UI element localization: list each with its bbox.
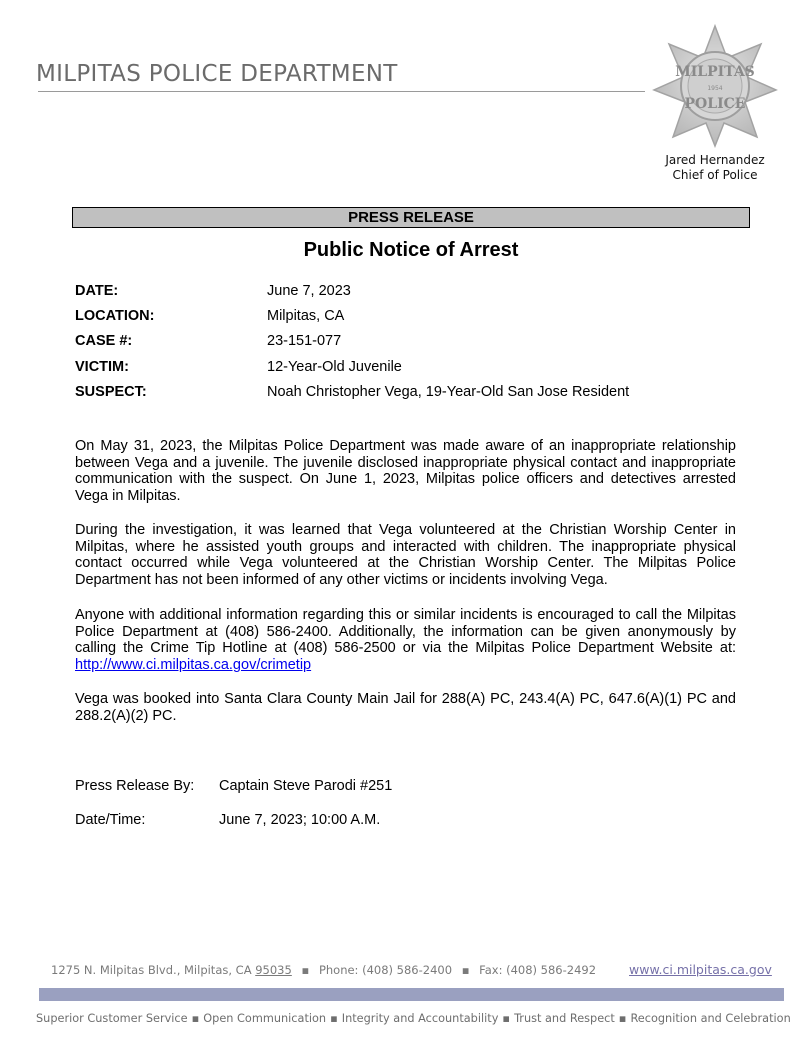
- police-badge-star-icon: [652, 24, 778, 148]
- info-value: 23-151-077: [267, 333, 342, 349]
- paragraph-booking: Vega was booked into Santa Clara County Main Jail for 288(A) PC, 243.4(A) PC, 647.6(A)(1) PC and 288.2(A)(2) PC.: [75, 691, 736, 724]
- press-release-banner: PRESS RELEASE: [72, 207, 750, 228]
- footer-separator: ▪: [301, 963, 310, 977]
- info-row-victim: [75, 359, 402, 375]
- value-item: Superior Customer Service: [36, 1012, 188, 1025]
- notice-title: Public Notice of Arrest: [303, 239, 519, 261]
- info-label: CASE #:: [75, 333, 133, 349]
- chief-name: Jared Hernandez: [665, 153, 765, 167]
- footer-separator: ▪: [191, 1012, 200, 1025]
- sig-value: Captain Steve Parodi #251: [219, 778, 393, 794]
- press-release-by: [75, 778, 392, 794]
- chief-title: Chief of Police: [672, 168, 758, 182]
- info-row-case: [75, 333, 341, 349]
- paragraph-contact: [75, 607, 736, 674]
- footer-separator: ▪: [618, 1012, 627, 1025]
- sig-label: Date/Time:: [75, 812, 146, 828]
- contact-text: Anyone with additional information regarding this or similar incidents is encouraged to call the Milpitas Police Department at (408) 586-2400. Additionally, the information can be given anonymously by calling the Crime Tip Hotline at (408) 586-2500 or via the Milpitas Police Department Website at:: [75, 607, 736, 657]
- badge-bottom-text: POLICE: [684, 96, 746, 112]
- footer-zip: 95035: [255, 963, 292, 977]
- footer-street: 1275 N. Milpitas Blvd., Milpitas, CA: [51, 963, 252, 977]
- footer-fax: Fax: (408) 586-2492: [479, 963, 597, 977]
- info-value: Milpitas, CA: [267, 308, 345, 324]
- footer-bar: [39, 988, 784, 1001]
- footer-values: [36, 1012, 791, 1025]
- crimetip-link[interactable]: http://www.ci.milpitas.ca.gov/crimetip: [75, 657, 312, 674]
- info-label: LOCATION:: [75, 308, 155, 324]
- header-divider: [38, 91, 645, 92]
- paragraph-incident: On May 31, 2023, the Milpitas Police Department was made aware of an inappropriate relationship between Vega and a juvenile. The juvenile disclosed inappropriate physical contact and inappropriate communication with the suspect. On June 1, 2023, Milpitas police officers and detectives arrested Vega in Milpitas.: [75, 438, 736, 505]
- value-item: Open Communication: [203, 1012, 327, 1025]
- badge-year: 1954: [707, 85, 723, 92]
- info-row-location: [75, 308, 344, 324]
- info-value: 12-Year-Old Juvenile: [267, 359, 402, 375]
- date-time: [75, 812, 380, 828]
- sig-value: June 7, 2023; 10:00 A.M.: [219, 812, 381, 828]
- info-label: DATE:: [75, 283, 119, 299]
- footer-separator: ▪: [502, 1012, 511, 1025]
- info-value: June 7, 2023: [267, 283, 351, 299]
- value-item: Recognition and Celebration: [630, 1012, 791, 1025]
- info-value: Noah Christopher Vega, 19-Year-Old San Jose Resident: [267, 384, 630, 400]
- footer-website-link[interactable]: www.ci.milpitas.ca.gov: [629, 962, 772, 977]
- footer-separator: ▪: [330, 1012, 338, 1025]
- info-label: VICTIM:: [75, 359, 129, 375]
- paragraph-investigation: During the investigation, it was learned that Vega volunteered at the Christian Worship Center in Milpitas, where he assisted youth groups and interacted with children. The inappropriate physical contact occurred while Vega volunteered at the Christian Worship Center. The Milpitas Police Department has not been informed of any other victims or incidents involving Vega.: [75, 522, 736, 589]
- footer-phone: Phone: (408) 586-2400: [318, 963, 453, 977]
- department-title: MILPITAS POLICE DEPARTMENT: [36, 61, 398, 87]
- info-row-date: [75, 283, 351, 299]
- info-label: SUSPECT:: [75, 384, 147, 400]
- value-item: Integrity and Accountability: [341, 1012, 499, 1025]
- sig-label: Press Release By:: [75, 778, 195, 794]
- value-item: Trust and Respect: [514, 1012, 615, 1025]
- footer-address: [51, 963, 596, 977]
- footer-separator: ▪: [461, 963, 470, 977]
- badge-top-text: MILPITAS: [675, 64, 755, 80]
- chief-block: [640, 153, 790, 183]
- info-row-suspect: [75, 384, 629, 400]
